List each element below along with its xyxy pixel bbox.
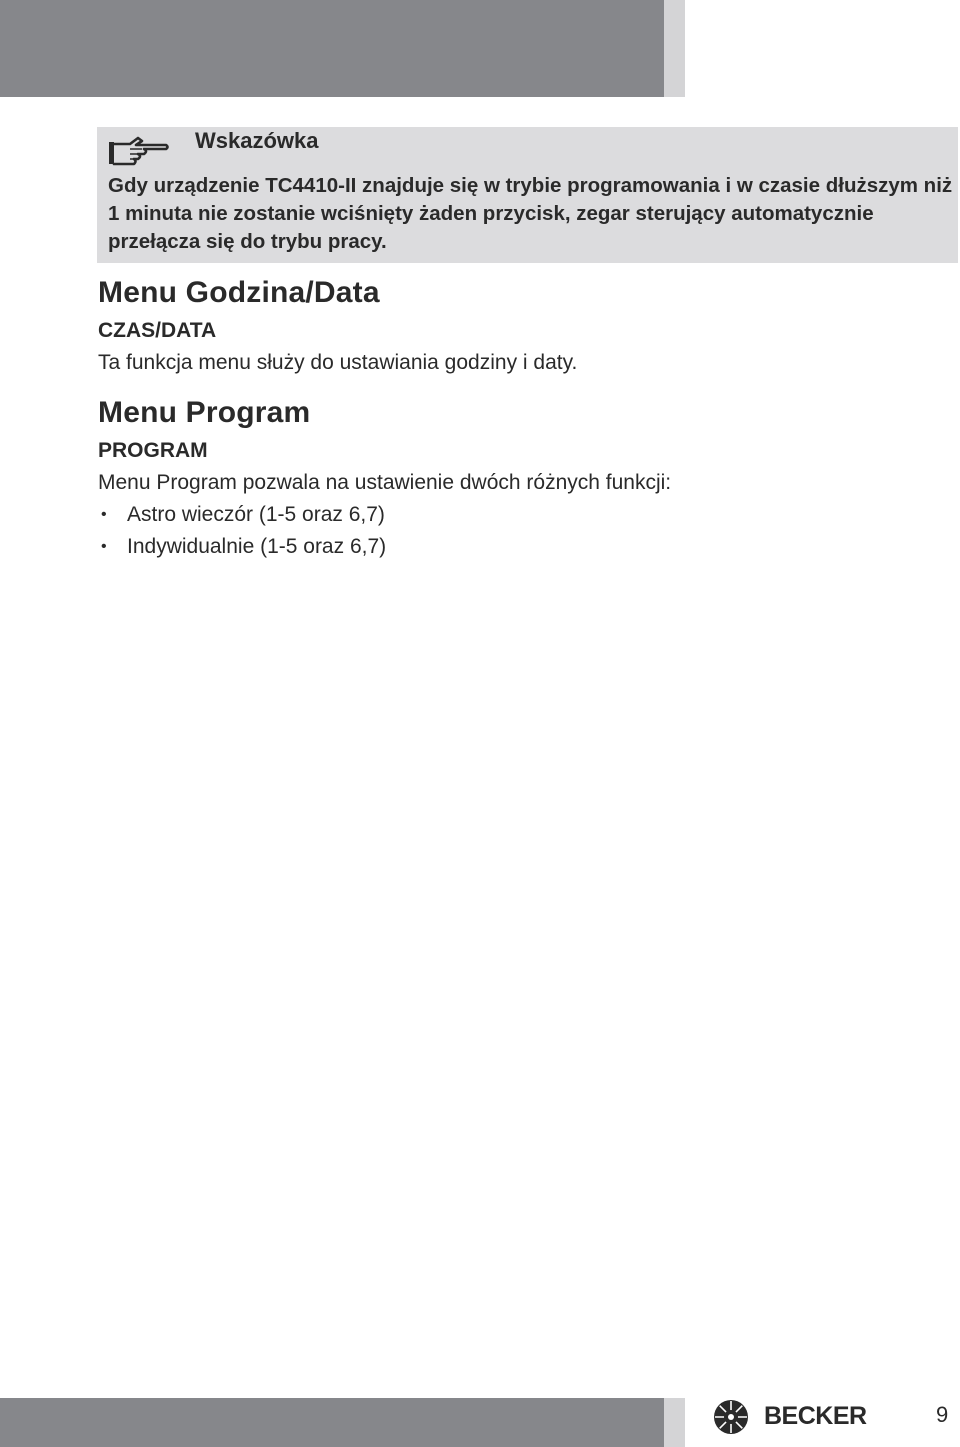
note-title: Wskazówka (195, 128, 319, 153)
list-item-text: Astro wieczór (1-5 oraz 6,7) (127, 503, 385, 526)
brand-name: BECKER (764, 1402, 867, 1430)
section-body: Ta funkcja menu służy do ustawiania godziny i daty. (98, 351, 578, 374)
list-item (98, 499, 938, 531)
bullet-icon: • (101, 506, 107, 523)
section-heading: Menu Program (98, 396, 311, 429)
footer-bar-accent (664, 1398, 685, 1447)
section-body: Menu Program pozwala na ustawienie dwóch różnych funkcji: (98, 471, 672, 494)
section-heading: Menu Godzina/Data (98, 276, 380, 309)
brand-logo (712, 1398, 872, 1438)
section-time-date (98, 276, 938, 377)
pointing-hand-icon (108, 133, 170, 167)
becker-logo-icon (712, 1398, 750, 1436)
list-item-text: Indywidualnie (1-5 oraz 6,7) (127, 535, 387, 558)
bullet-list (98, 499, 938, 563)
header-bar-accent (664, 0, 685, 97)
page-number: 9 (936, 1402, 949, 1427)
header-bar (0, 0, 664, 97)
section-program (98, 396, 938, 563)
section-subheading: CZAS/DATA (98, 319, 217, 342)
note-box (97, 127, 958, 263)
section-subheading: PROGRAM (98, 439, 208, 462)
footer-bar (0, 1398, 664, 1447)
bullet-icon: • (101, 538, 107, 555)
note-text: Gdy urządzenie TC4410-II znajduje się w trybie programowania i w czasie dłuższym niż 1 minuta nie zostanie wciśnięty żaden przycisk, zegar sterujący automatycznie przełącza się do trybu pracy. (108, 174, 953, 253)
list-item (98, 531, 938, 563)
